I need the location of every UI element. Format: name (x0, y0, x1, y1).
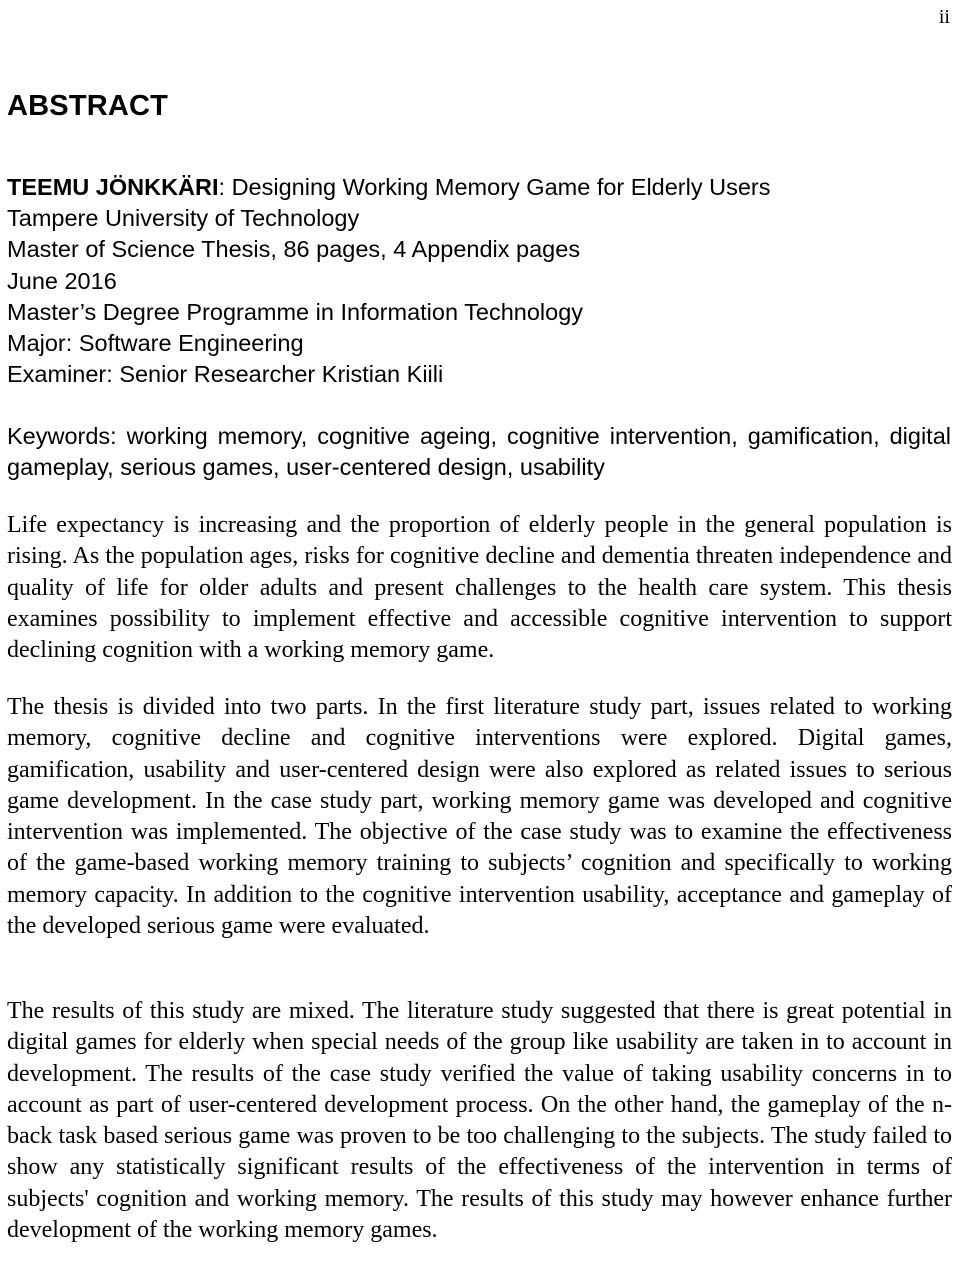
thesis-info: Master of Science Thesis, 86 pages, 4 Appendix pages (7, 236, 581, 263)
university: Tampere University of Technology (7, 205, 360, 232)
author-title-line (7, 172, 771, 203)
date: June 2016 (7, 267, 117, 294)
examiner: Examiner: Senior Researcher Kristian Kiili (7, 361, 444, 388)
page-number: ii (938, 6, 950, 28)
abstract-paragraph: The results of this study are mixed. The literature study suggested that there is great potential in digital games for elderly when special needs of the group like usability are taken in to account in development. The results of the case study verified the value of taking usability concerns in to account as part of user-centered development process. On the other hand, the gameplay of the n-back task based serious game was proven to be too challenging to the subjects. The study failed to show any statistically significant results of the effectiveness of the intervention in terms of subjects' cognition and working memory. The results of this study may however enhance further development of the working memory games. (7, 998, 952, 1244)
programme: Master’s Degree Programme in Information Technology (7, 298, 584, 325)
author-name: TEEMU JÖNKKÄRI (7, 174, 219, 200)
thesis-title: : Designing Working Memory Game for Elderly Users (218, 174, 771, 200)
abstract-paragraph: The thesis is divided into two parts. In the first literature study part, issues related to working memory, cognitive decline and cognitive interventions were explored. Digital games, gamification, usability and user-centered design were also explored as related issues to serious game development. In the case study part, working memory game was developed and cognitive intervention was implemented. The objective of the case study was to examine the effectiveness of the game-based working memory training to subjects’ cognition and specifically to working memory capacity. In addition to the cognitive intervention usability, acceptance and gameplay of the developed serious game were evaluated. (7, 694, 952, 940)
keywords: Keywords: working memory, cognitive ageing, cognitive intervention, gamification, digital gameplay, serious games, user-centered design, usability (7, 423, 951, 480)
abstract-paragraph: Life expectancy is increasing and the proportion of elderly people in the general population is rising. As the population ages, risks for cognitive decline and dementia threaten independence and quality of life for older adults and present challenges to the health care system. This thesis examines possibility to implement effective and accessible cognitive intervention to support declining cognition with a working memory game. (7, 512, 952, 664)
major: Major: Software Engineering (7, 330, 304, 357)
thesis-metadata (7, 172, 771, 390)
abstract-heading: ABSTRACT (7, 90, 169, 122)
